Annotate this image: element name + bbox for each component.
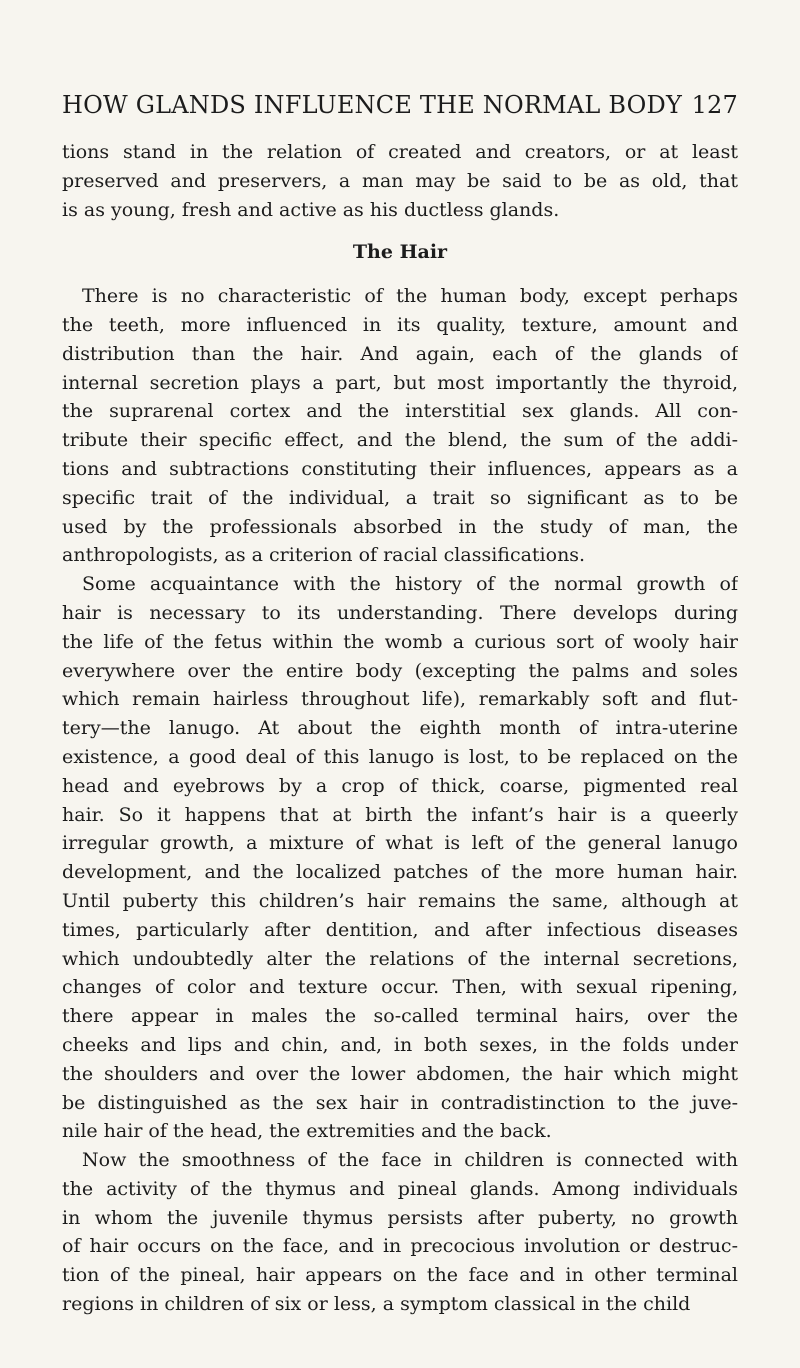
text-line: tery—the lanugo. At about the eighth month of intra-uterine [62, 717, 738, 740]
text-line: specific trait of the individual, a trait so significant as to be [62, 486, 738, 509]
text-line: hair. So it happens that at birth the infant’s hair is a queerly [62, 803, 738, 826]
text-line: existence, a good deal of this lanugo is lost, to be replaced on the [62, 745, 738, 768]
text-line: Until puberty this children’s hair remains the same, although at [62, 889, 738, 912]
text-line: the life of the fetus within the womb a curious sort of wooly hair [62, 630, 738, 653]
text-line: tions stand in the relation of created and creators, or at least [62, 141, 738, 163]
text-line: the teeth, more influenced in its quality, texture, amount and [62, 313, 738, 336]
text-line: the suprarenal cortex and the interstitial sex glands. All con- [62, 400, 738, 423]
text-line: Now the smoothness of the face in children is connected with [82, 1149, 738, 1172]
section-heading: The Hair [352, 241, 448, 264]
text-line: Some acquaintance with the history of the normal growth of [82, 573, 738, 596]
text-line: preserved and preservers, a man may be said to be as old, that [62, 169, 738, 192]
text-line: changes of color and texture occur. Then, with sexual ripening, [62, 976, 738, 999]
text-line: anthropologists, as a criterion of racial classifications. [62, 544, 586, 567]
text-line: everywhere over the entire body (excepting the palms and soles [62, 659, 738, 682]
text-line: internal secretion plays a part, but most importantly the thyroid, [62, 371, 738, 394]
text-line: in whom the juvenile thymus persists after puberty, no growth [62, 1206, 738, 1229]
text-line: the activity of the thymus and pineal glands. Among individuals [62, 1177, 738, 1200]
text-line: the shoulders and over the lower abdomen, the hair which might [62, 1062, 738, 1085]
text-line: There is no characteristic of the human body, except perhaps [82, 285, 738, 308]
text-line: be distinguished as the sex hair in contradistinction to the juve- [62, 1091, 738, 1114]
text-line: which remain hairless throughout life), remarkably soft and flut- [62, 688, 738, 711]
text-line: regions in children of six or less, a symptom classical in the child [62, 1293, 691, 1316]
body-text [62, 138, 738, 1319]
text-line: of hair occurs on the face, and in precocious involution or destruc- [62, 1235, 738, 1258]
text-line: nile hair of the head, the extremities and the back. [62, 1120, 552, 1143]
text-line: times, particularly after dentition, and after infectious diseases [62, 918, 738, 941]
text-line: which undoubtedly alter the relations of the internal secretions, [62, 947, 738, 970]
running-title: HOW GLANDS INFLUENCE THE NORMAL BODY [62, 91, 683, 119]
text-line: tribute their specific effect, and the blend, the sum of the addi- [62, 429, 738, 452]
text-line: development, and the localized patches of the more human hair. [62, 861, 738, 884]
text-line: hair is necessary to its understanding. There develops during [62, 601, 738, 624]
text-line: head and eyebrows by a crop of thick, coarse, pigmented real [62, 774, 738, 797]
text-line: tion of the pineal, hair appears on the face and in other terminal [62, 1264, 738, 1287]
text-line: used by the professionals absorbed in the study of man, the [62, 515, 738, 538]
running-head [62, 91, 738, 125]
section-body [62, 282, 738, 1319]
text-line: distribution than the hair. And again, each of the glands of [62, 342, 738, 365]
text-line: there appear in males the so-called terminal hairs, over the [62, 1005, 738, 1028]
text-line: irregular growth, a mixture of what is left of the general lanugo [62, 832, 738, 855]
text-line: is as young, fresh and active as his ductless glands. [62, 198, 560, 221]
paragraph-continuation [62, 138, 738, 224]
page-number: 127 [691, 91, 738, 119]
text-line: cheeks and lips and chin, and, in both sexes, in the folds under [62, 1033, 738, 1056]
text-line: tions and subtractions constituting their influences, appears as a [62, 457, 738, 480]
